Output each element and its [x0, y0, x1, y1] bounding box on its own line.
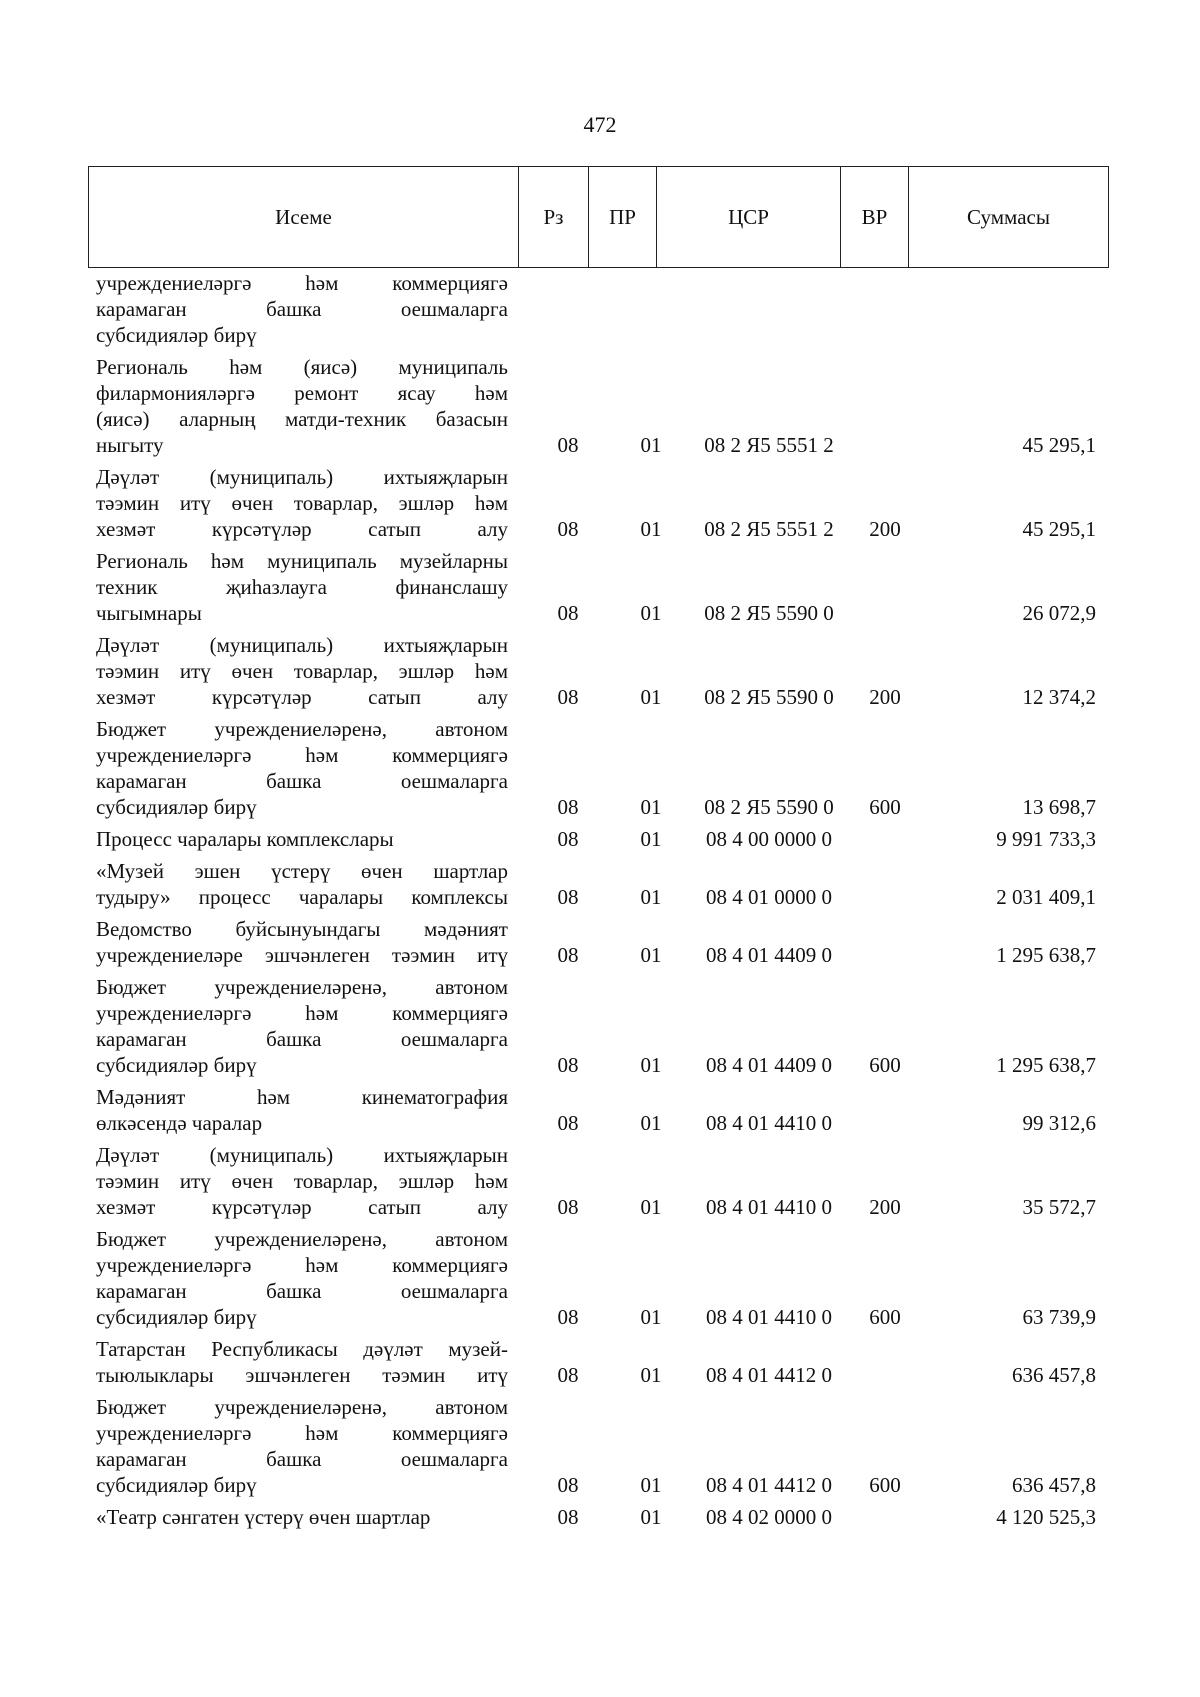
row-csr: 08 4 01 4412 0	[706, 1363, 832, 1387]
row-vr: 200	[869, 1195, 901, 1219]
row-rz: 08	[557, 943, 579, 967]
table-row	[96, 632, 1096, 710]
row-csr: 08 4 01 4410 0	[706, 1111, 832, 1135]
row-pr: 01	[640, 1363, 662, 1387]
row-rz: 08	[557, 433, 579, 457]
row-name-line: техник җиһазлауга финанслашу	[96, 575, 508, 599]
row-name-line: субсидияләр бирү	[96, 795, 257, 819]
row-pr: 01	[640, 1305, 662, 1329]
row-name-line: Региональ һәм муниципаль музейларны	[96, 549, 508, 573]
row-name-line: учреждениеләргә һәм коммерциягә	[96, 1421, 508, 1445]
row-name-line: Мәдәният һәм кинематография	[96, 1085, 508, 1109]
row-name-line: тәэмин итү өчен товарлар, эшләр һәм	[96, 659, 508, 683]
row-csr: 08 4 01 4409 0	[706, 1053, 832, 1077]
row-name	[96, 974, 508, 1078]
table-row	[96, 826, 1096, 852]
row-csr: 08 2 Я5 5590 0	[704, 795, 834, 819]
row-name-line: субсидияләр бирү	[96, 323, 257, 347]
row-name-line: Региональ һәм (яисә) муниципаль	[96, 355, 508, 379]
row-sum: 636 457,8	[1012, 1473, 1096, 1497]
column-header-rz: Рз	[519, 167, 589, 268]
row-pr: 01	[640, 943, 662, 967]
row-rz: 08	[557, 1053, 579, 1077]
row-name	[96, 270, 508, 348]
table-row	[96, 1394, 1096, 1498]
table-row	[96, 548, 1096, 626]
table-row	[96, 716, 1096, 820]
table-row	[96, 1084, 1096, 1136]
row-sum: 45 295,1	[1022, 517, 1096, 541]
row-vr: 600	[869, 795, 901, 819]
row-name-line: учреждениеләре эшчәнлеген тәэмин итү	[96, 943, 508, 967]
row-pr: 01	[640, 1195, 662, 1219]
row-rz: 08	[557, 601, 579, 625]
row-name-line: субсидияләр бирү	[96, 1305, 257, 1329]
row-name-line: Бюджет учреждениеләренә, автоном	[96, 1227, 508, 1251]
row-rz: 08	[557, 1363, 579, 1387]
row-rz: 08	[557, 685, 579, 709]
row-name-line: Процесс чаралары комплекслары	[96, 827, 394, 851]
row-name	[96, 916, 508, 968]
row-name-line: Дәүләт (муниципаль) ихтыяҗларын	[96, 1143, 508, 1167]
row-name-line: (яисә) аларның матди-техник базасын	[96, 407, 508, 431]
row-rz: 08	[557, 1473, 579, 1497]
row-name-line: Бюджет учреждениеләренә, автоном	[96, 1395, 508, 1419]
row-name	[96, 632, 508, 710]
row-name-line: карамаган башка оешмаларга	[96, 1027, 508, 1051]
row-name-line: тәэмин итү өчен товарлар, эшләр һәм	[96, 1169, 508, 1193]
row-sum: 63 739,9	[1022, 1305, 1096, 1329]
row-pr: 01	[640, 601, 662, 625]
table-row	[96, 916, 1096, 968]
row-csr: 08 4 01 0000 0	[706, 885, 832, 909]
row-pr: 01	[640, 517, 662, 541]
row-pr: 01	[640, 1111, 662, 1135]
row-csr: 08 2 Я5 5590 0	[704, 601, 834, 625]
column-header-name: Исеме	[89, 167, 519, 268]
table-body	[96, 270, 1096, 1536]
row-name-line: карамаган башка оешмаларга	[96, 1279, 508, 1303]
row-sum: 2 031 409,1	[996, 885, 1096, 909]
row-vr: 600	[869, 1053, 901, 1077]
row-sum: 9 991 733,3	[996, 827, 1096, 851]
row-sum: 26 072,9	[1022, 601, 1096, 625]
table-row	[96, 1336, 1096, 1388]
row-sum: 45 295,1	[1022, 433, 1096, 457]
row-name-line: карамаган башка оешмаларга	[96, 1447, 508, 1471]
row-name-line: учреждениеләргә һәм коммерциягә	[96, 1253, 508, 1277]
table-row	[96, 354, 1096, 458]
row-csr: 08 4 01 4410 0	[706, 1195, 832, 1219]
row-name-line: учреждениеләргә һәм коммерциягә	[96, 271, 508, 295]
table-row	[96, 1226, 1096, 1330]
row-pr: 01	[640, 827, 662, 851]
row-name-line: субсидияләр бирү	[96, 1053, 257, 1077]
row-rz: 08	[557, 885, 579, 909]
column-header-sum: Суммасы	[909, 167, 1109, 268]
row-name-line: хезмәт күрсәтүләр сатып алу	[96, 685, 508, 709]
column-header-pr: ПР	[589, 167, 657, 268]
row-csr: 08 4 00 0000 0	[706, 827, 832, 851]
row-name-line: ныгыту	[96, 433, 164, 457]
column-header-vr: ВР	[841, 167, 909, 268]
row-pr: 01	[640, 1473, 662, 1497]
row-rz: 08	[557, 1195, 579, 1219]
row-pr: 01	[640, 885, 662, 909]
row-name	[96, 716, 508, 820]
row-sum: 1 295 638,7	[996, 1053, 1096, 1077]
row-rz: 08	[557, 827, 579, 851]
row-csr: 08 4 02 0000 0	[706, 1505, 832, 1529]
row-sum: 636 457,8	[1012, 1363, 1096, 1387]
page-number: 472	[583, 112, 617, 137]
row-name-line: субсидияләр бирү	[96, 1473, 257, 1497]
row-name-line: Ведомство буйсынуындагы мәдәният	[96, 917, 508, 941]
row-name	[96, 354, 508, 458]
row-name	[96, 1142, 508, 1220]
row-name-line: «Музей эшен үстерү өчен шартлар	[96, 859, 508, 883]
row-sum: 12 374,2	[1022, 685, 1096, 709]
row-csr: 08 4 01 4409 0	[706, 943, 832, 967]
row-name-line: өлкәсендә чаралар	[96, 1111, 263, 1135]
row-csr: 08 2 Я5 5551 2	[704, 433, 834, 457]
row-name	[96, 1336, 508, 1388]
row-name-line: «Театр сәнгатен үстерү өчен шартлар	[96, 1505, 431, 1529]
row-rz: 08	[557, 795, 579, 819]
row-rz: 08	[557, 517, 579, 541]
table-row	[96, 1504, 1096, 1530]
row-sum: 1 295 638,7	[996, 943, 1096, 967]
row-sum: 4 120 525,3	[996, 1505, 1096, 1529]
row-name-line: тудыру» процесс чаралары комплексы	[96, 885, 508, 909]
table-row	[96, 974, 1096, 1078]
table-header	[88, 166, 1109, 268]
row-vr: 600	[869, 1473, 901, 1497]
row-vr: 200	[869, 517, 901, 541]
row-pr: 01	[640, 1505, 662, 1529]
row-pr: 01	[640, 685, 662, 709]
row-name-line: тәэмин итү өчен товарлар, эшләр һәм	[96, 491, 508, 515]
row-name	[96, 1226, 508, 1330]
row-csr: 08 4 01 4412 0	[706, 1473, 832, 1497]
table-row	[96, 464, 1096, 542]
row-name-line: хезмәт күрсәтүләр сатып алу	[96, 517, 508, 541]
row-name-line: филармонияләргә ремонт ясау һәм	[96, 381, 508, 405]
row-sum: 13 698,7	[1022, 795, 1096, 819]
row-name-line: Бюджет учреждениеләренә, автоном	[96, 975, 508, 999]
row-pr: 01	[640, 1053, 662, 1077]
row-name-line: Дәүләт (муниципаль) ихтыяҗларын	[96, 633, 508, 657]
row-name	[96, 1394, 508, 1498]
row-name-line: Бюджет учреждениеләренә, автоном	[96, 717, 508, 741]
row-csr: 08 4 01 4410 0	[706, 1305, 832, 1329]
row-name-line: Дәүләт (муниципаль) ихтыяҗларын	[96, 465, 508, 489]
table-row	[96, 858, 1096, 910]
row-name-line: Татарстан Республикасы дәүләт музей-	[96, 1337, 508, 1361]
row-csr: 08 2 Я5 5590 0	[704, 685, 834, 709]
row-name-line: тыюлыклары эшчәнлеген тәэмин итү	[96, 1363, 508, 1387]
row-rz: 08	[557, 1305, 579, 1329]
row-name-line: хезмәт күрсәтүләр сатып алу	[96, 1195, 508, 1219]
row-rz: 08	[557, 1505, 579, 1529]
row-rz: 08	[557, 1111, 579, 1135]
row-name-line: учреждениеләргә һәм коммерциягә	[96, 743, 508, 767]
table-row	[96, 270, 1096, 348]
row-name-line: карамаган башка оешмаларга	[96, 769, 508, 793]
row-pr: 01	[640, 433, 662, 457]
row-csr: 08 2 Я5 5551 2	[704, 517, 834, 541]
column-header-csr: ЦСР	[657, 167, 841, 268]
row-sum: 35 572,7	[1022, 1195, 1096, 1219]
row-name	[96, 1084, 508, 1136]
row-vr: 200	[869, 685, 901, 709]
row-name	[96, 548, 508, 626]
row-vr: 600	[869, 1305, 901, 1329]
row-pr: 01	[640, 795, 662, 819]
row-name-line: чыгымнары	[96, 601, 202, 625]
row-sum: 99 312,6	[1022, 1111, 1096, 1135]
table-row	[96, 1142, 1096, 1220]
row-name	[96, 464, 508, 542]
row-name	[96, 1504, 508, 1530]
row-name	[96, 826, 508, 852]
row-name-line: карамаган башка оешмаларга	[96, 297, 508, 321]
row-name	[96, 858, 508, 910]
row-name-line: учреждениеләргә һәм коммерциягә	[96, 1001, 508, 1025]
